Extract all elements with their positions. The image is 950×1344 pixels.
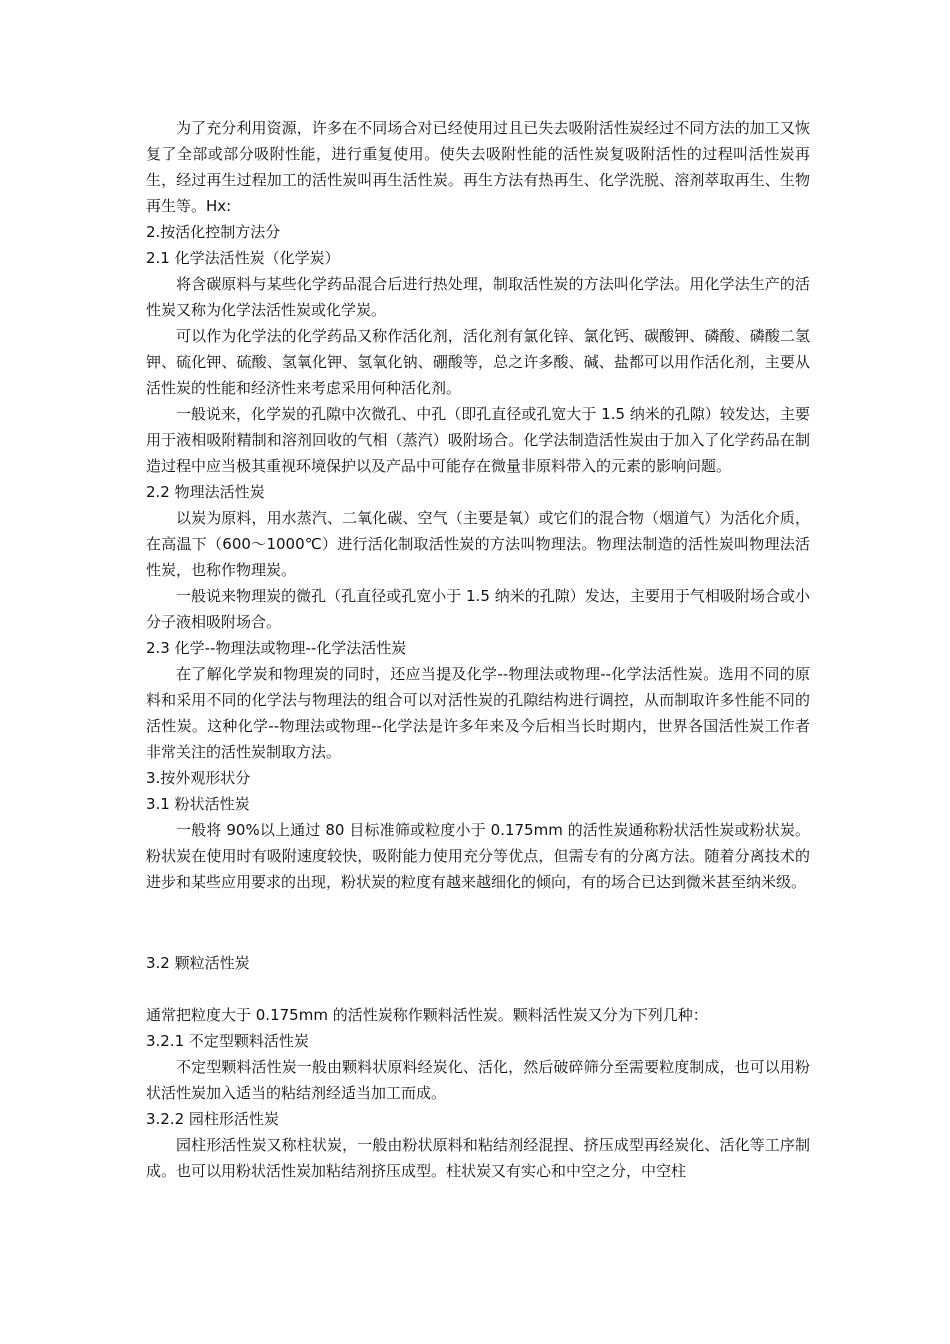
body-paragraph: 可以作为化学法的化学药品又称作活化剂，活化剂有氯化锌、氯化钙、碳酸钾、磷酸、磷酸二氢钾、硫化钾、硫酸、氢氧化钾、氢氧化钠、硼酸等，总之许多酸、碱、盐都可以用作活化剂，主要从活性炭的性能和经济性来考虑采用何种活化剂。 <box>146 327 810 397</box>
section-heading: 2.2 物理法活性炭 <box>146 483 265 501</box>
section-heading: 3.2 颗粒活性炭 <box>146 954 250 972</box>
body-paragraph: 将含碳原料与某些化学药品混合后进行热处理，制取活性炭的方法叫化学法。用化学法生产的活性炭又称为化学法活性炭或化学炭。 <box>146 275 810 319</box>
body-paragraph: 在了解化学炭和物理炭的同时，还应当提及化学--物理法或物理--化学法活性炭。选用不同的原料和采用不同的化学法与物理法的组合可以对活性炭的孔隙结构进行调控，从而制取许多性能不同的活性炭。这种化学--物理法或物理--化学法是许多年来及今后相当长时期内，世界各国活性炭工作者非常关注的活性炭制取方法。 <box>146 665 810 761</box>
body-paragraph: 以炭为原料，用水蒸汽、二氧化碳、空气（主要是氧）或它们的混合物（烟道气）为活化介质，在高温下（600～1000℃）进行活化制取活性炭的方法叫物理法。物理法制造的活性炭叫物理法活性炭，也称作物理炭。 <box>146 509 810 579</box>
body-paragraph: 不定型颗料活性炭一般由颗料状原料经炭化、活化，然后破碎筛分至需要粒度制成，也可以用粉状活性炭加入适当的粘结剂经适当加工而成。 <box>146 1058 810 1102</box>
section-heading: 2.1 化学法活性炭（化学炭） <box>146 249 340 267</box>
document-body <box>146 115 810 1184</box>
section-heading: 3.1 粉状活性炭 <box>146 795 250 813</box>
section-spacer <box>146 895 810 950</box>
section-heading: 3.按外观形状分 <box>146 769 251 787</box>
section-heading: 2.3 化学--物理法或物理--化学法活性炭 <box>146 639 407 657</box>
section-heading: 2.按活化控制方法分 <box>146 223 281 241</box>
section-heading: 3.2.2 园柱形活性炭 <box>146 1110 279 1128</box>
body-paragraph: 一般将 90%以上通过 80 目标准筛或粒度小于 0.175mm 的活性炭通称粉状活性炭或粉状炭。粉状炭在使用时有吸附速度较快，吸附能力使用充分等优点，但需专有的分离方法。随着分离技术的进步和某些应用要求的出现，粉状炭的粒度有越来越细化的倾向，有的场合已达到微米甚至纳米级。 <box>146 821 810 891</box>
body-paragraph: 为了充分利用资源，许多在不同场合对已经使用过且已失去吸附活性炭经过不同方法的加工又恢复了全部或部分吸附性能，进行重复使用。使失去吸附性能的活性炭复吸附活性的过程叫活性炭再生，经过再生过程加工的活性炭叫再生活性炭。再生方法有热再生、化学洗脱、溶剂萃取再生、生物再生等。Hx: <box>146 119 810 215</box>
body-paragraph: 通常把粒度大于 0.175mm 的活性炭称作颗料活性炭。颗料活性炭又分为下列几种： <box>146 1006 708 1024</box>
section-heading: 3.2.1 不定型颗料活性炭 <box>146 1032 309 1050</box>
section-spacer <box>146 976 810 1002</box>
body-paragraph: 一般说来物理炭的微孔（孔直径或孔宽小于 1.5 纳米的孔隙）发达，主要用于气相吸附场合或小分子液相吸附场合。 <box>146 587 810 631</box>
body-paragraph: 园柱形活性炭又称柱状炭，一般由粉状原料和粘结剂经混捏、挤压成型再经炭化、活化等工序制成。也可以用粉状活性炭加粘结剂挤压成型。柱状炭又有实心和中空之分，中空柱 <box>146 1136 810 1180</box>
body-paragraph: 一般说来，化学炭的孔隙中次微孔、中孔（即孔直径或孔宽大于 1.5 纳米的孔隙）较发达，主要用于液相吸附精制和溶剂回收的气相（蒸汽）吸附场合。化学法制造活性炭由于加入了化学药品在制造过程中应当极其重视环境保护以及产品中可能存在微量非原料带入的元素的影响问题。 <box>146 405 810 475</box>
